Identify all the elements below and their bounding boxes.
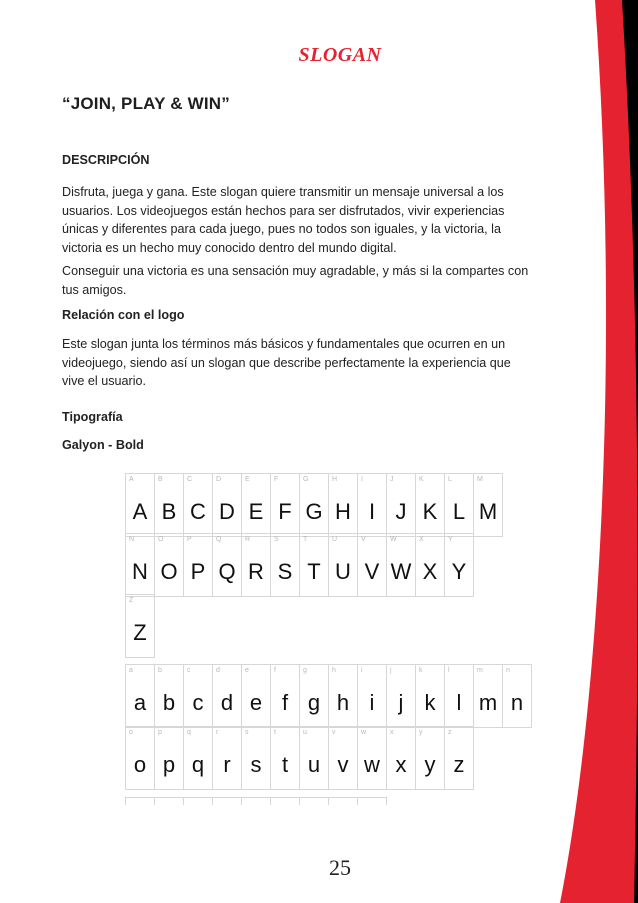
glyph-cell: [473, 473, 503, 537]
glyph-specimen: o: [133, 752, 147, 777]
page-title: SLOGAN: [298, 44, 382, 66]
glyph-label: h: [332, 667, 336, 674]
glyph-specimen: Y: [451, 559, 467, 584]
glyph-label: I: [361, 476, 363, 483]
red-curved-band: [560, 0, 638, 903]
glyph-cell: [125, 726, 155, 790]
glyph-specimen: P: [190, 559, 206, 584]
glyph-label: m: [477, 667, 483, 674]
glyph-label: V: [361, 536, 366, 543]
glyph-cell: [183, 533, 213, 597]
glyph-specimen: s: [250, 752, 262, 777]
descripcion-heading: DESCRIPCIÓN: [62, 153, 150, 167]
glyph-specimen: T: [307, 559, 321, 584]
glyph-specimen: u: [307, 752, 321, 777]
glyph-cell: [154, 797, 184, 805]
glyph-cell: [212, 726, 242, 790]
glyph-label: c: [187, 667, 191, 674]
glyph-label: H: [332, 476, 338, 483]
font-name: Galyon - Bold: [62, 438, 144, 452]
glyph-cell: [270, 726, 300, 790]
glyph-label: a: [129, 667, 133, 674]
glyph-label: Z: [129, 597, 134, 604]
glyph-row-upper-1: [125, 473, 502, 536]
glyph-specimen: z: [453, 752, 465, 777]
glyph-specimen: U: [335, 559, 351, 584]
glyph-specimen: f: [281, 690, 289, 715]
glyph-cell: [299, 664, 329, 728]
glyph-specimen: n: [510, 690, 524, 715]
glyph-specimen: W: [390, 559, 412, 584]
glyph-label: K: [419, 476, 424, 483]
glyph-label: F: [274, 476, 279, 483]
glyph-specimen: E: [248, 499, 264, 524]
glyph-label: S: [274, 536, 279, 543]
glyph-label: W: [390, 536, 397, 543]
glyph-cell: [357, 664, 387, 728]
glyph-specimen: B: [161, 499, 177, 524]
glyph-cell: [328, 797, 358, 805]
glyph-label: f: [274, 667, 276, 674]
glyph-specimen: M: [478, 499, 498, 524]
glyph-cell: [444, 533, 474, 597]
glyph-label: e: [245, 667, 249, 674]
glyph-cell: [415, 664, 445, 728]
glyph-specimen: g: [307, 690, 321, 715]
glyph-label: w: [361, 729, 367, 736]
glyph-cell: [444, 473, 474, 537]
glyph-specimen: I: [368, 499, 376, 524]
glyph-cell: [444, 664, 474, 728]
glyph-cell: [154, 473, 184, 537]
glyph-label: O: [158, 536, 164, 543]
glyph-label: u: [303, 729, 307, 736]
glyph-specimen: p: [162, 752, 176, 777]
glyph-cell: [125, 473, 155, 537]
glyph-label: U: [332, 536, 338, 543]
glyph-cell: [125, 797, 155, 805]
glyph-row-upper-3: [125, 594, 154, 657]
glyph-cell: [212, 664, 242, 728]
glyph-cell: [212, 473, 242, 537]
glyph-cell: [183, 473, 213, 537]
glyph-label: s: [245, 729, 249, 736]
tipografia-heading: Tipografía: [62, 410, 123, 424]
glyph-specimen: k: [424, 690, 436, 715]
glyph-cell: [357, 797, 387, 805]
glyph-cell: [241, 797, 271, 805]
black-edge-strip: [622, 0, 638, 903]
glyph-cell: [357, 473, 387, 537]
glyph-label: T: [303, 536, 308, 543]
glyph-label: Y: [448, 536, 453, 543]
glyph-cell: [241, 726, 271, 790]
glyph-specimen: V: [364, 559, 380, 584]
glyph-label: R: [245, 536, 251, 543]
glyph-specimen: t: [281, 752, 289, 777]
paragraph-relation: Este slogan junta los términos más básicos y fundamentales que ocurren en un videojuego, siendo así un slogan que describe perfectamente la experiencia que vive el usuario.: [62, 337, 511, 388]
glyph-cell: [386, 726, 416, 790]
glyph-cell: [154, 533, 184, 597]
glyph-label: G: [303, 476, 309, 483]
glyph-label: g: [303, 667, 307, 674]
glyph-specimen: Z: [133, 620, 147, 645]
glyph-specimen: R: [248, 559, 264, 584]
glyph-specimen: K: [422, 499, 438, 524]
glyph-cell: [502, 664, 532, 728]
glyph-label: X: [419, 536, 424, 543]
glyph-specimen: e: [249, 690, 263, 715]
glyph-cell: [212, 533, 242, 597]
glyph-specimen: Q: [218, 559, 236, 584]
glyph-cell: [328, 473, 358, 537]
glyph-specimen: i: [369, 690, 375, 715]
glyph-specimen: G: [305, 499, 323, 524]
glyph-specimen: x: [395, 752, 407, 777]
glyph-specimen: b: [162, 690, 176, 715]
glyph-cell: [270, 533, 300, 597]
glyph-label: v: [332, 729, 336, 736]
glyph-specimen: a: [133, 690, 147, 715]
glyph-label: D: [216, 476, 222, 483]
glyph-cell: [415, 533, 445, 597]
glyph-cell: [444, 726, 474, 790]
glyph-specimen: y: [424, 752, 436, 777]
glyph-specimen: D: [219, 499, 235, 524]
glyph-specimen: F: [278, 499, 292, 524]
glyph-label: M: [477, 476, 483, 483]
glyph-cell: [183, 797, 213, 805]
glyph-cell: [386, 473, 416, 537]
glyph-cell: [125, 664, 155, 728]
glyph-specimen: r: [223, 752, 231, 777]
glyph-cell: [154, 664, 184, 728]
glyph-cell: [270, 473, 300, 537]
glyph-label: t: [274, 729, 276, 736]
glyph-cell: [328, 533, 358, 597]
glyph-cell: [125, 594, 155, 658]
glyph-specimen: l: [456, 690, 462, 715]
glyph-label: x: [390, 729, 394, 736]
glyph-label: y: [419, 729, 423, 736]
glyph-row-partial: [125, 797, 386, 804]
paragraph-friends: Conseguir una victoria es una sensación muy agradable, y más si la compartes con tus amigos.: [62, 264, 529, 297]
glyph-specimen: O: [160, 559, 178, 584]
glyph-label: q: [187, 729, 191, 736]
glyph-cell: [386, 664, 416, 728]
glyph-specimen: c: [192, 690, 204, 715]
glyph-cell: [270, 797, 300, 805]
paragraph-description: Disfruta, juega y gana. Este slogan quiere transmitir un mensaje universal a los usuarios. Los videojuegos están hechos para ser disfrutados, vivir experiencias únicas y diferentes para cada juego, pues no todos son iguales, y la victoria, la victoria es un hecho muy conocido dentro del mundo digital.: [62, 185, 505, 255]
glyph-cell: [415, 726, 445, 790]
glyph-specimen: j: [398, 690, 404, 715]
glyph-label: A: [129, 476, 134, 483]
glyph-label: N: [129, 536, 135, 543]
glyph-label: C: [187, 476, 193, 483]
glyph-specimen: L: [452, 499, 466, 524]
page-number: 25: [329, 855, 351, 880]
glyph-row-lower-1: [125, 664, 531, 727]
glyph-label: i: [361, 667, 363, 674]
glyph-specimen: X: [422, 559, 438, 584]
glyph-label: r: [216, 729, 219, 736]
glyph-label: k: [419, 667, 423, 674]
glyph-cell: [473, 664, 503, 728]
glyph-row-upper-2: [125, 533, 473, 596]
glyph-label: b: [158, 667, 162, 674]
glyph-specimen: d: [220, 690, 234, 715]
glyph-label: J: [390, 476, 394, 483]
glyph-cell: [270, 664, 300, 728]
glyph-label: p: [158, 729, 162, 736]
glyph-cell: [328, 726, 358, 790]
glyph-label: P: [187, 536, 192, 543]
glyph-cell: [241, 533, 271, 597]
glyph-cell: [299, 726, 329, 790]
glyph-label: L: [448, 476, 452, 483]
glyph-cell: [183, 726, 213, 790]
glyph-specimen: N: [132, 559, 148, 584]
glyph-specimen: A: [132, 499, 148, 524]
glyph-cell: [125, 533, 155, 597]
glyph-cell: [154, 726, 184, 790]
glyph-cell: [241, 473, 271, 537]
glyph-cell: [386, 533, 416, 597]
glyph-specimen: v: [337, 752, 349, 777]
glyph-specimen: m: [478, 690, 498, 715]
glyph-cell: [415, 473, 445, 537]
glyph-specimen: H: [335, 499, 351, 524]
glyph-label: l: [448, 667, 450, 674]
glyph-label: n: [506, 667, 510, 674]
glyph-cell: [299, 797, 329, 805]
glyph-label: Q: [216, 536, 222, 543]
glyph-cell: [299, 473, 329, 537]
glyph-cell: [183, 664, 213, 728]
glyph-label: o: [129, 729, 133, 736]
glyph-cell: [357, 726, 387, 790]
glyph-specimen: q: [191, 752, 205, 777]
glyph-label: B: [158, 476, 163, 483]
glyph-label: E: [245, 476, 250, 483]
glyph-specimen: h: [336, 690, 350, 715]
glyph-cell: [212, 797, 242, 805]
relacion-heading: Relación con el logo: [62, 308, 185, 322]
glyph-specimen: S: [277, 559, 293, 584]
glyph-cell: [299, 533, 329, 597]
glyph-cell: [357, 533, 387, 597]
glyph-cell: [328, 664, 358, 728]
glyph-label: z: [448, 729, 452, 736]
glyph-label: d: [216, 667, 220, 674]
glyph-label: j: [390, 667, 392, 674]
slogan-text: “JOIN, PLAY & WIN”: [62, 94, 230, 113]
glyph-specimen: w: [364, 752, 380, 777]
glyph-specimen: C: [190, 499, 206, 524]
glyph-specimen: J: [395, 499, 407, 524]
glyph-row-lower-2: [125, 726, 473, 789]
glyph-cell: [241, 664, 271, 728]
